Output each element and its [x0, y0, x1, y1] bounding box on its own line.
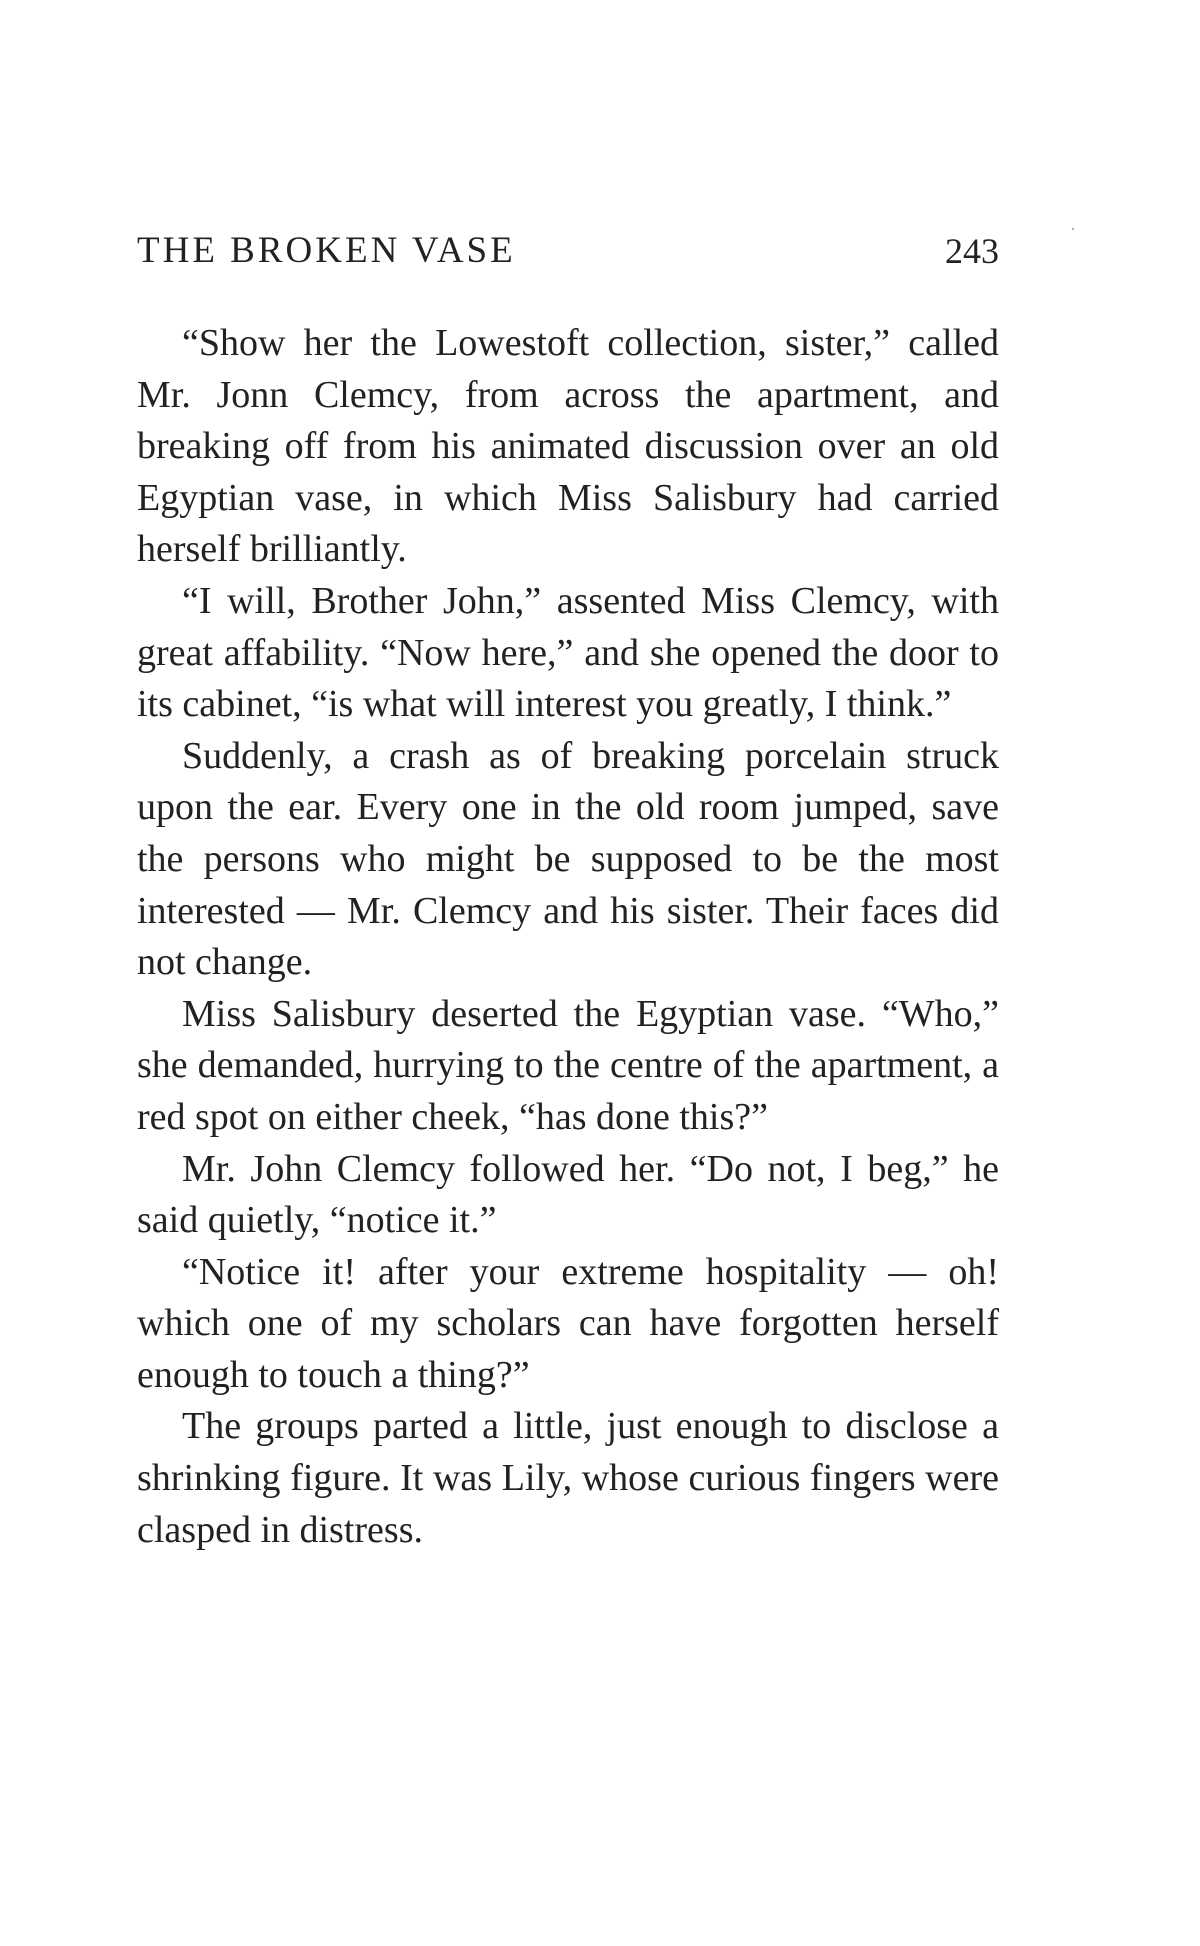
paragraph-brother-john: “I will, Brother John,” assented Miss Clemcy, with great affability. “Now here,” and she opened the door to its cabinet, “is what will interest you greatly, I think.” [137, 579, 999, 726]
running-title: THE BROKEN VASE [137, 230, 516, 271]
paragraph-crash: Suddenly, a crash as of breaking porcelain struck upon the ear. Every one in the old room jumped, save the persons who might be supposed to be the most interested — Mr. Clemcy and his sister. Their faces did not change. [137, 734, 999, 984]
paragraph-lily: The groups parted a little, just enough to disclose a shrinking figure. It was Lily, whose curious fingers were clasped in distress. [137, 1405, 999, 1551]
paper-speck [1072, 228, 1074, 230]
running-head [137, 226, 999, 276]
paragraph-notice-it: “Notice it! after your extreme hospitality — oh! which one of my scholars can have forgotten herself enough to touch a thing?” [137, 1250, 999, 1396]
body-text [137, 318, 999, 1556]
paragraph-who-has-done-this: Miss Salisbury deserted the Egyptian vase. “Who,” she demanded, hurrying to the centre of the apartment, a red spot on either cheek, “has done this?” [137, 992, 999, 1138]
paragraph-show-collection: “Show her the Lowestoft collection, sister,” called Mr. Jonn Clemcy, from across the apartment, and breaking off from his animated discussion over an old Egyptian vase, in which Miss Salisbury had carried herself brilliantly. [137, 322, 999, 571]
paragraph-do-not-notice: Mr. John Clemcy followed her. “Do not, I beg,” he said quietly, “notice it.” [137, 1147, 999, 1242]
page-number: 243 [945, 231, 999, 271]
